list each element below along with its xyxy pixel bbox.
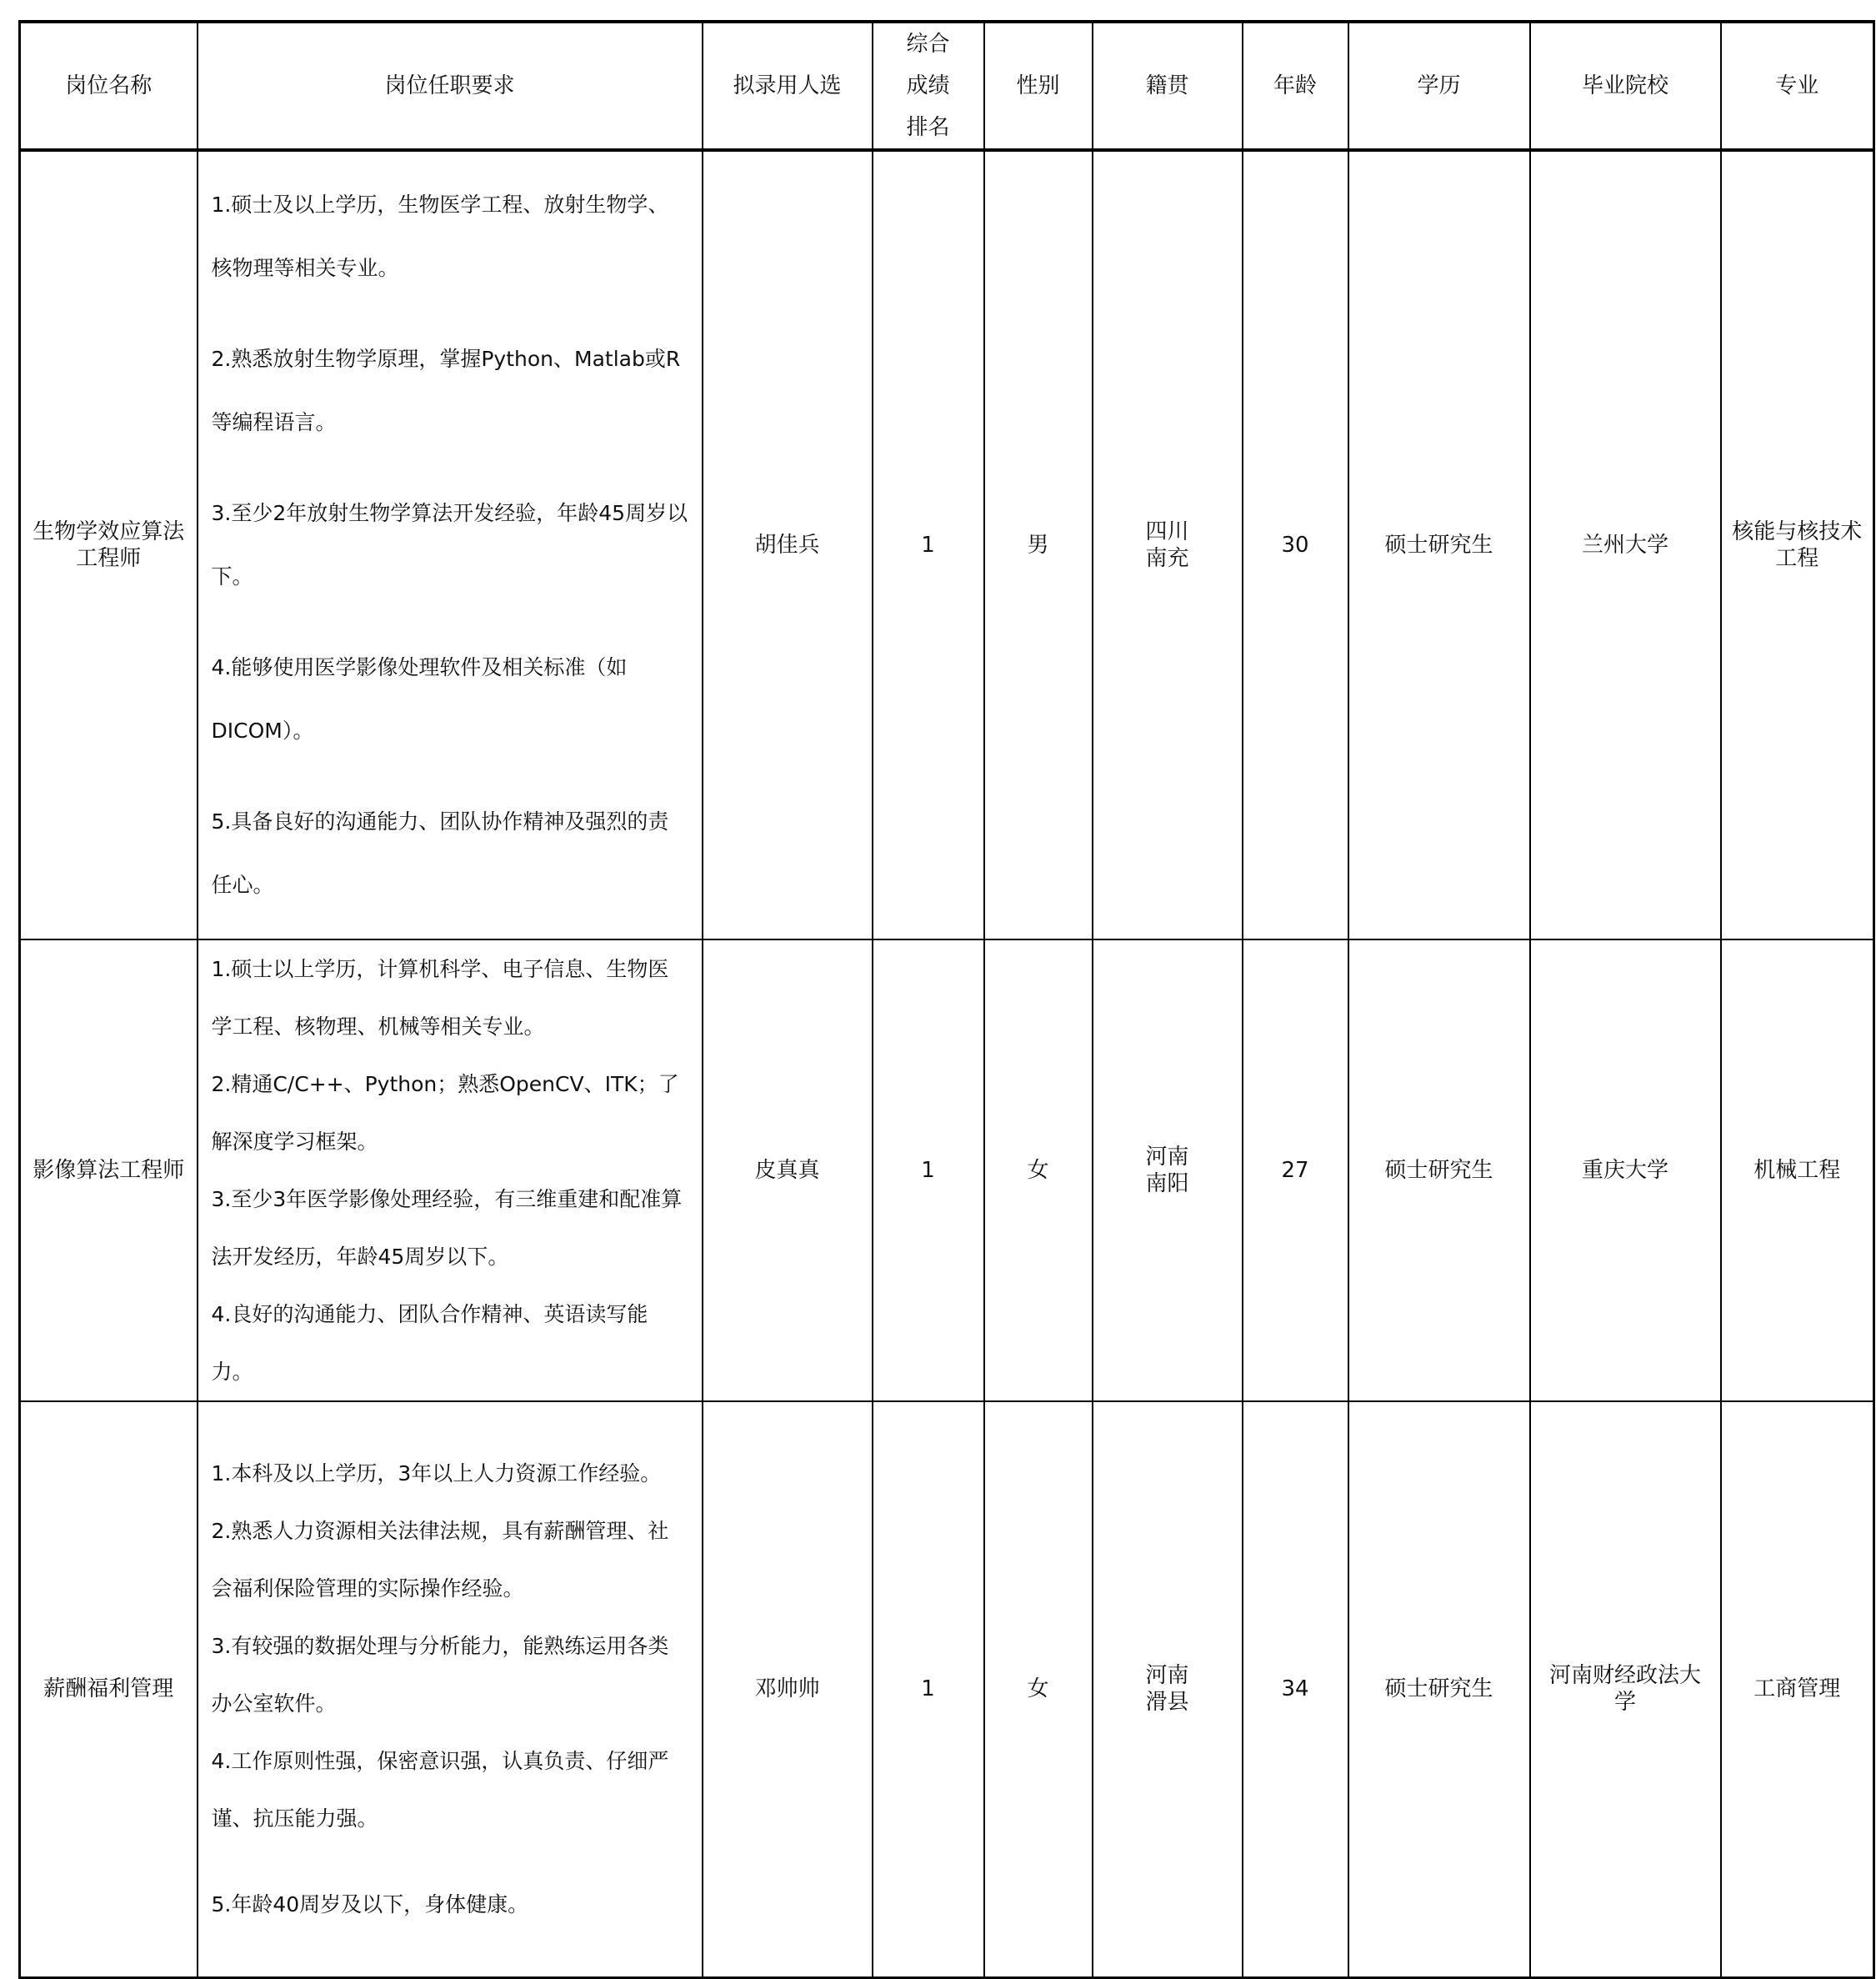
candidate-cell: 邓帅帅 bbox=[703, 1401, 873, 1977]
header-education: 学历 bbox=[1348, 22, 1530, 150]
requirements-cell bbox=[198, 150, 703, 939]
header-age: 年龄 bbox=[1243, 22, 1348, 150]
header-row bbox=[20, 22, 1874, 150]
header-origin: 籍贯 bbox=[1093, 22, 1243, 150]
origin-cell: 河南南阳 bbox=[1093, 939, 1243, 1401]
requirement-item: 3.至少3年医学影像处理经验，有三维重建和配准算法开发经历，年龄45周岁以下。 bbox=[211, 1187, 683, 1269]
education-cell: 硕士研究生 bbox=[1348, 1401, 1530, 1977]
header-major: 专业 bbox=[1721, 22, 1874, 150]
candidate-cell: 皮真真 bbox=[703, 939, 873, 1401]
education-cell: 硕士研究生 bbox=[1348, 939, 1530, 1401]
education-cell: 硕士研究生 bbox=[1348, 150, 1530, 939]
requirement-item: 5.年龄40周岁及以下，身体健康。 bbox=[211, 1892, 529, 1917]
requirement-item: 1.硕士及以上学历，生物医学工程、放射生物学、核物理等相关专业。 bbox=[211, 193, 669, 280]
requirement-item: 4.工作原则性强，保密意识强，认真负责、仔细严谨、抗压能力强。 bbox=[211, 1749, 669, 1831]
requirement-item: 2.精通C/C++、Python；熟悉OpenCV、ITK；了解深度学习框架。 bbox=[211, 1072, 679, 1154]
school-cell: 兰州大学 bbox=[1530, 150, 1721, 939]
candidate-cell: 胡佳兵 bbox=[703, 150, 873, 939]
rank-cell: 1 bbox=[873, 1401, 984, 1977]
requirement-item: 1.本科及以上学历，3年以上人力资源工作经验。 bbox=[211, 1461, 662, 1486]
header-gender: 性别 bbox=[984, 22, 1093, 150]
age-cell: 34 bbox=[1243, 1401, 1348, 1977]
position-cell: 薪酬福利管理 bbox=[20, 1401, 198, 1977]
header-rank: 综合成绩排名 bbox=[873, 22, 984, 150]
table-row bbox=[20, 939, 1874, 1401]
requirement-item: 3.至少2年放射生物学算法开发经验，年龄45周岁以下。 bbox=[211, 501, 688, 589]
age-cell: 27 bbox=[1243, 939, 1348, 1401]
requirement-item: 3.有较强的数据处理与分析能力，能熟练运用各类办公室软件。 bbox=[211, 1634, 669, 1716]
gender-cell: 男 bbox=[984, 150, 1093, 939]
requirement-item: 4.良好的沟通能力、团队合作精神、英语读写能力。 bbox=[211, 1302, 648, 1384]
major-cell: 工商管理 bbox=[1721, 1401, 1874, 1977]
rank-cell: 1 bbox=[873, 939, 984, 1401]
requirements-cell bbox=[198, 939, 703, 1401]
position-cell: 影像算法工程师 bbox=[20, 939, 198, 1401]
requirement-item: 2.熟悉人力资源相关法律法规，具有薪酬管理、社会福利保险管理的实际操作经验。 bbox=[211, 1519, 669, 1601]
requirement-item: 4.能够使用医学影像处理软件及相关标准（如DICOM）。 bbox=[211, 655, 628, 743]
table-row bbox=[20, 1401, 1874, 1977]
header-school: 毕业院校 bbox=[1530, 22, 1721, 150]
header-requirements: 岗位任职要求 bbox=[198, 22, 703, 150]
origin-cell: 四川南充 bbox=[1093, 150, 1243, 939]
school-cell: 重庆大学 bbox=[1530, 939, 1721, 1401]
rank-cell: 1 bbox=[873, 150, 984, 939]
header-candidate: 拟录用人选 bbox=[703, 22, 873, 150]
gender-cell: 女 bbox=[984, 939, 1093, 1401]
requirement-item: 1.硕士以上学历，计算机科学、电子信息、生物医学工程、核物理、机械等相关专业。 bbox=[211, 957, 669, 1039]
gender-cell: 女 bbox=[984, 1401, 1093, 1977]
origin-cell: 河南滑县 bbox=[1093, 1401, 1243, 1977]
header-position: 岗位名称 bbox=[20, 22, 198, 150]
major-cell: 机械工程 bbox=[1721, 939, 1874, 1401]
major-cell: 核能与核技术工程 bbox=[1721, 150, 1874, 939]
table-row bbox=[20, 150, 1874, 939]
requirement-item: 5.具备良好的沟通能力、团队协作精神及强烈的责任心。 bbox=[211, 809, 669, 897]
recruitment-table bbox=[18, 20, 1875, 1979]
school-cell: 河南财经政法大学 bbox=[1530, 1401, 1721, 1977]
requirement-item: 2.熟悉放射生物学原理，掌握Python、Matlab或R等编程语言。 bbox=[211, 347, 681, 434]
position-cell: 生物学效应算法工程师 bbox=[20, 150, 198, 939]
age-cell: 30 bbox=[1243, 150, 1348, 939]
requirements-cell bbox=[198, 1401, 703, 1977]
